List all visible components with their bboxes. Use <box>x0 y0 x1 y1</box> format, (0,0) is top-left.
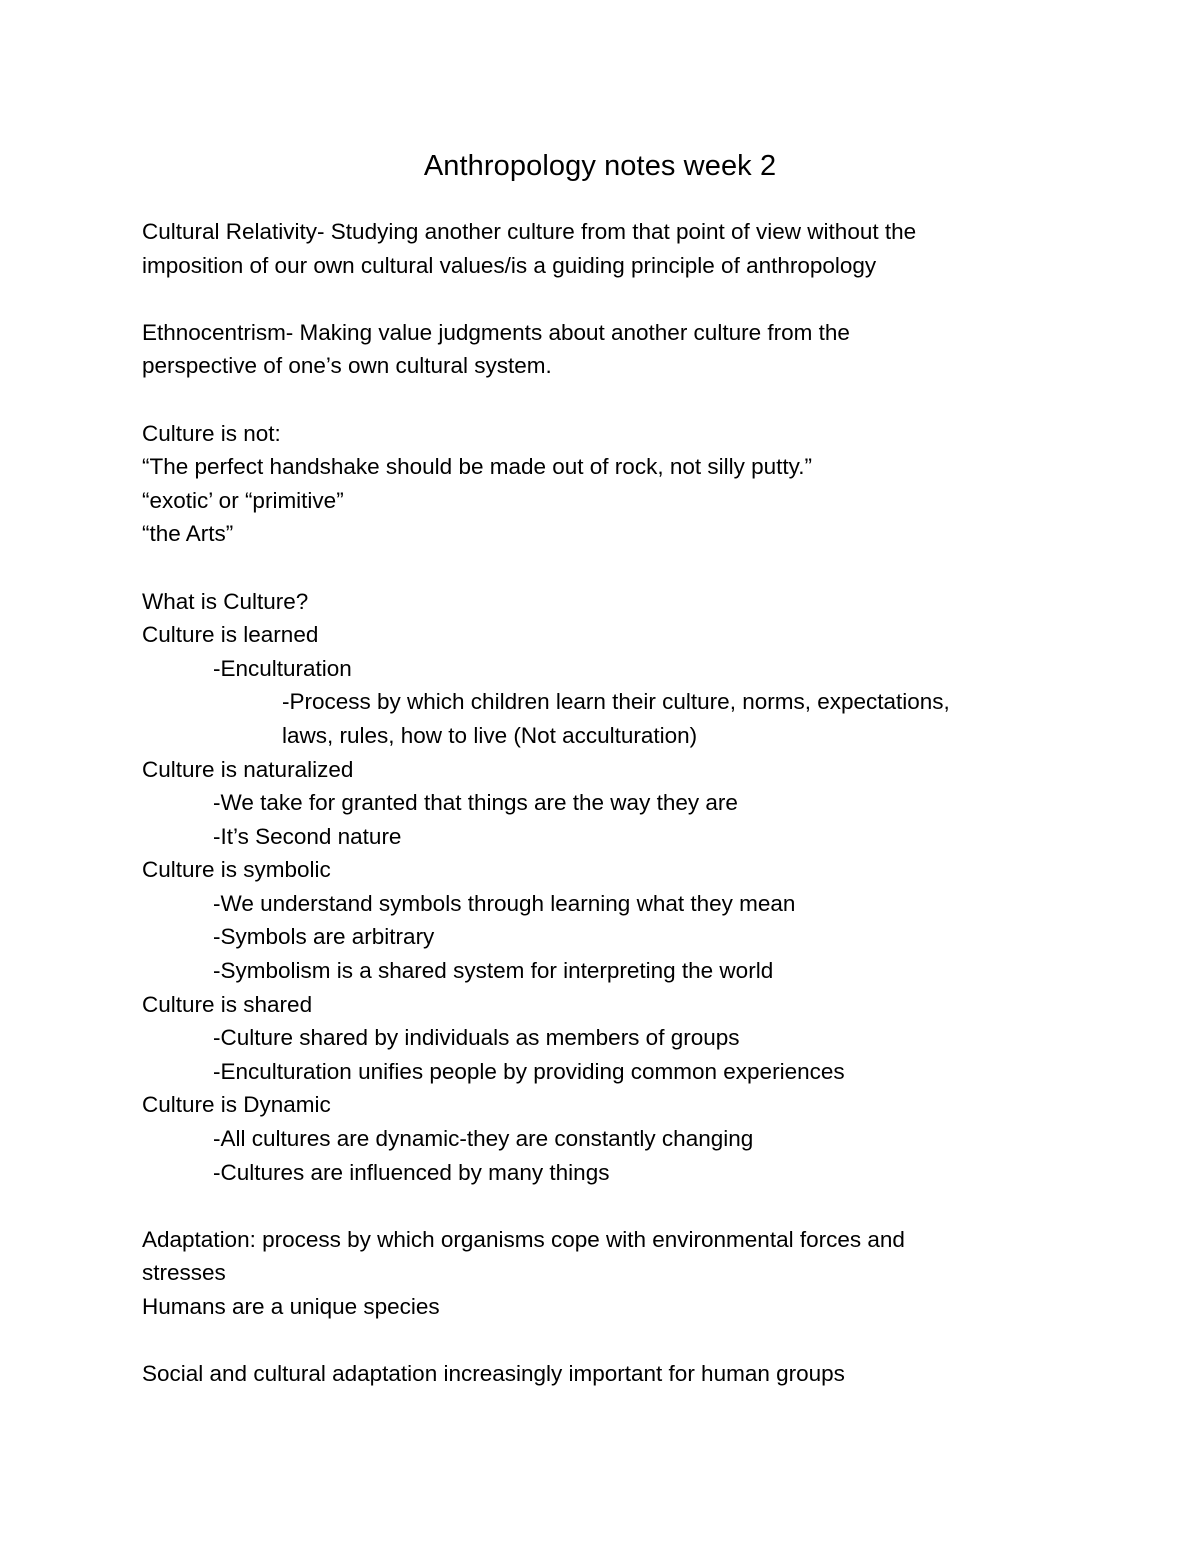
note-subline: -We take for granted that things are the way they are <box>213 790 738 816</box>
note-line: Culture is symbolic <box>142 857 331 883</box>
blank-line <box>142 1324 1042 1358</box>
note-line: Humans are a unique species <box>142 1294 440 1319</box>
blank-line <box>142 551 1042 585</box>
note-subline: -All cultures are dynamic-they are constantly changing <box>213 1126 754 1152</box>
note-line: What is Culture? <box>142 588 309 614</box>
note-line: perspective of one’s own cultural system. <box>142 353 552 379</box>
note-line: Culture is shared <box>142 991 313 1017</box>
note-line: Cultural Relativity- Studying another culture from that point of view without the <box>142 219 917 244</box>
document-body <box>142 215 1042 1391</box>
document-title: Anthropology notes week 2 <box>423 150 777 182</box>
note-line: imposition of our own cultural values/is a guiding principle of anthropology <box>142 252 877 278</box>
note-line: stresses <box>142 1260 226 1286</box>
note-subline: -Process by which children learn their culture, norms, expectations, <box>282 689 950 715</box>
note-subline: -Enculturation <box>213 655 352 681</box>
blank-line <box>142 1189 1042 1223</box>
note-subline: -Cultures are influenced by many things <box>213 1159 610 1185</box>
note-subline: -Enculturation unifies people by providing common experiences <box>213 1058 845 1084</box>
note-subline: -Symbolism is a shared system for interpreting the world <box>213 958 774 984</box>
note-subline: -We understand symbols through learning what they mean <box>213 890 796 916</box>
blank-line <box>142 383 1042 417</box>
note-subline: -It’s Second nature <box>213 823 402 849</box>
note-line: “the Arts” <box>142 521 234 547</box>
blank-line <box>142 282 1042 316</box>
note-line: Social and cultural adaptation increasingly important for human groups <box>142 1361 845 1387</box>
note-line: “exotic’ or “primitive” <box>142 487 344 513</box>
note-line: Ethnocentrism- Making value judgments about another culture from the <box>142 319 850 345</box>
note-line: Culture is Dynamic <box>142 1092 331 1118</box>
note-subline: laws, rules, how to live (Not acculturation) <box>282 722 698 748</box>
note-line: Adaptation: process by which organisms cope with environmental forces and <box>142 1226 905 1252</box>
note-line: Culture is learned <box>142 622 319 648</box>
note-line: “The perfect handshake should be made out of rock, not silly putty.” <box>142 454 812 480</box>
note-subline: -Symbols are arbitrary <box>213 924 435 950</box>
note-line: Culture is naturalized <box>142 756 354 782</box>
note-line: Culture is not: <box>142 420 281 446</box>
note-subline: -Culture shared by individuals as members of groups <box>213 1025 740 1051</box>
